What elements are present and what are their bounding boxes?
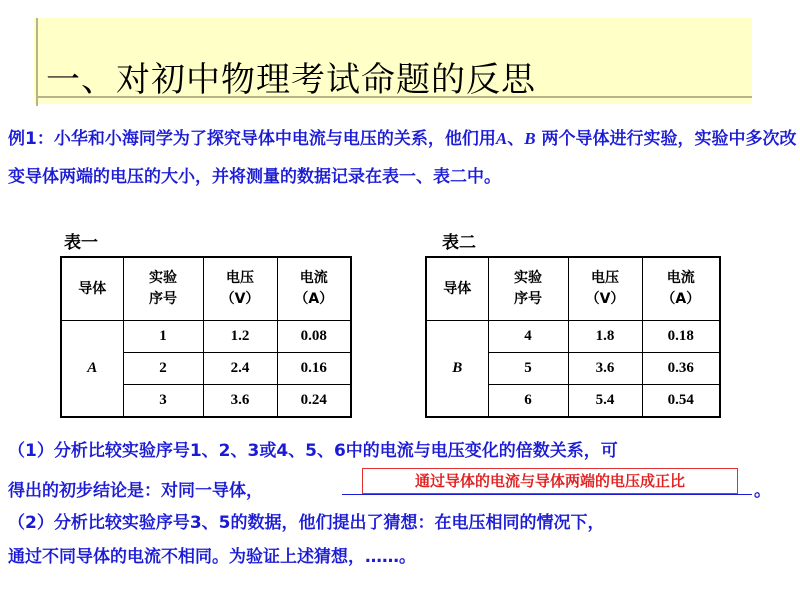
table-row (61, 321, 351, 353)
table-cell: 0.36 (642, 353, 720, 385)
table-cell: 0.24 (277, 385, 351, 418)
problem-text (8, 120, 798, 196)
table-cell: 2 (123, 353, 203, 385)
table-row (426, 321, 720, 353)
table2-header-cell: 实验 序号 (488, 257, 568, 321)
table-cell: 2.4 (203, 353, 277, 385)
table-cell: 5 (488, 353, 568, 385)
table1-header-row (61, 257, 351, 321)
slide-title: 一、对初中物理考试命题的反思 (46, 60, 536, 100)
table1 (60, 256, 352, 418)
table-cell: 1.8 (568, 321, 642, 353)
table-cell: 3 (123, 385, 203, 418)
problem-label: 例1： (8, 129, 54, 149)
question1-line2-text: 得出的初步结论是：对同一导体， (8, 481, 263, 501)
answer-blank-underline (342, 494, 752, 495)
table2-header-row (426, 257, 720, 321)
table-cell: 1.2 (203, 321, 277, 353)
problem-text-part1: 小华和小海同学为了探究导体中电流与电压的关系，他们用 (53, 129, 496, 149)
table1-header-cell: 电压 （V） (203, 257, 277, 321)
table1-conductor-cell: A (61, 321, 123, 418)
table-cell: 6 (488, 385, 568, 418)
table-cell: 3.6 (203, 385, 277, 418)
table-cell: 1 (123, 321, 203, 353)
table2 (425, 256, 721, 418)
table1-header-cell: 电流 （A） (277, 257, 351, 321)
table-cell: 5.4 (568, 385, 642, 418)
table1-header-cell: 导体 (61, 257, 123, 321)
table2-header-cell: 电流 （A） (642, 257, 720, 321)
conductor-separator: 、 (507, 129, 525, 149)
question1-end-punct: 。 (754, 481, 771, 501)
question2-line1: （2）分析比较实验序号3、5的数据，他们提出了猜想：在电压相同的情况下， (8, 513, 605, 533)
table-cell: 4 (488, 321, 568, 353)
table-cell: 3.6 (568, 353, 642, 385)
answer-box: 通过导体的电流与导体两端的电压成正比 (362, 468, 738, 494)
question1-line2 (8, 476, 263, 501)
conductor-b-ref: B (524, 129, 536, 148)
question1-line1: （1）分析比较实验序号1、2、3或4、5、6中的电流与电压变化的倍数关系，可 (8, 441, 618, 461)
table2-header-cell: 电压 （V） (568, 257, 642, 321)
table2-label: 表二 (442, 233, 476, 253)
conductor-a-ref: A (495, 129, 508, 148)
table2-header-cell: 导体 (426, 257, 488, 321)
title-divider-vertical (36, 18, 38, 106)
question2-line2: 通过不同导体的电流不相同。为验证上述猜想，……。 (8, 547, 416, 567)
table-cell: 0.16 (277, 353, 351, 385)
table2-conductor-cell: B (426, 321, 488, 418)
table1-header-cell: 实验 序号 (123, 257, 203, 321)
table-cell: 0.54 (642, 385, 720, 418)
problem-text-part2: 两个导体进行实验，实验中多次改变导体两端的电压的大小，并将测量的数据记录在表一、表二中。 (8, 129, 797, 187)
table1-label: 表一 (64, 233, 98, 253)
table-cell: 0.18 (642, 321, 720, 353)
table-cell: 0.08 (277, 321, 351, 353)
